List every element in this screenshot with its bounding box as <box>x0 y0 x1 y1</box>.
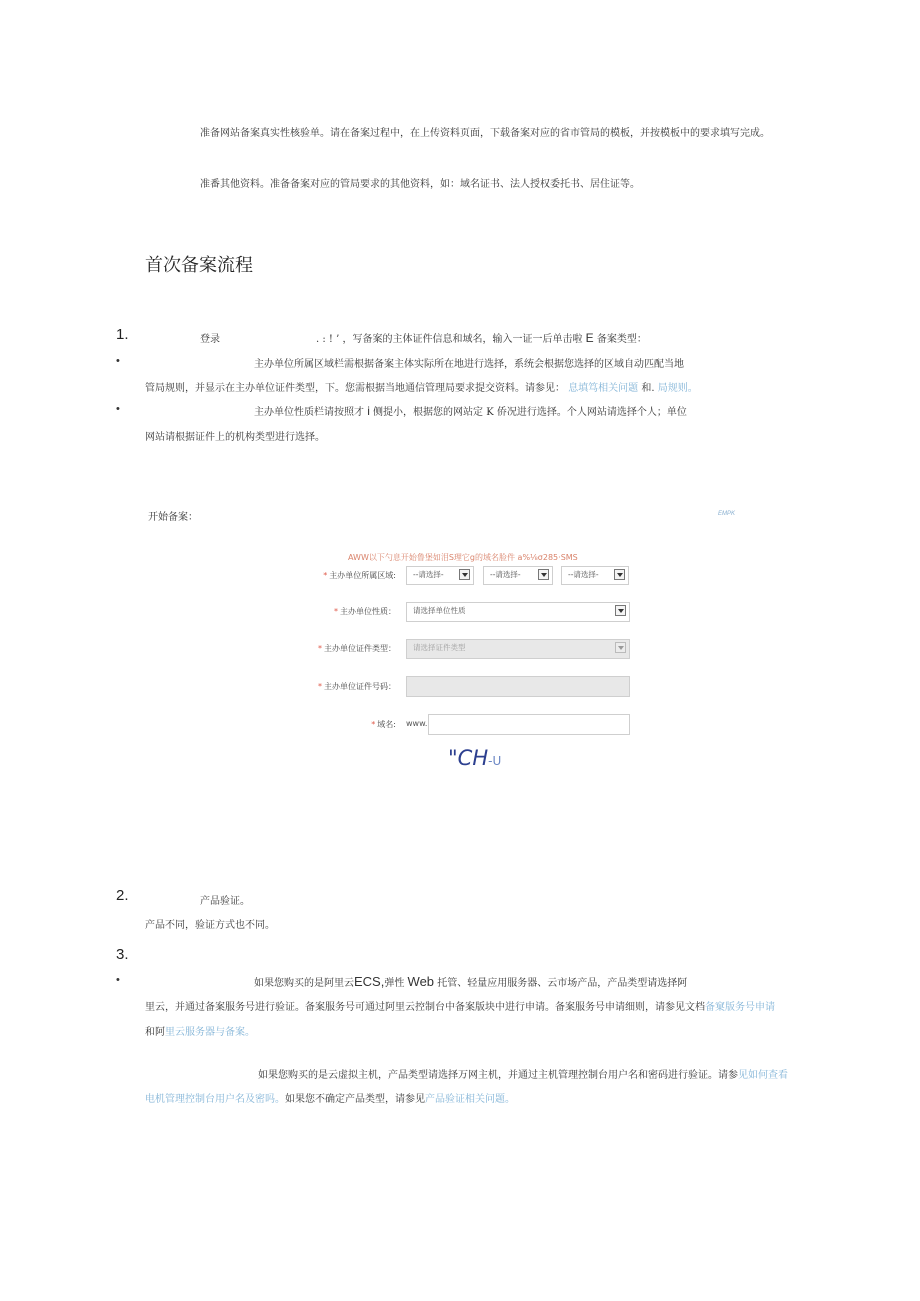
step-1-bullet-2-line-2: 网站请根据证件上的机构类型进行选择。 <box>145 432 325 443</box>
faq-link[interactable]: 息填笃相关问题 <box>568 383 639 394</box>
bullet-2-text-c: 侨况进行选择。个人网站请选择个人；单位 <box>496 407 687 418</box>
city-select[interactable] <box>483 566 553 585</box>
step-3-b1-ecs: ECS, <box>354 974 385 989</box>
unit-nature-placeholder: 请选择单位性质 <box>413 606 466 615</box>
chevron-down-icon <box>615 642 626 653</box>
product-verify-faq-link[interactable]: 产品验证相关问题。 <box>425 1094 515 1105</box>
step-2-title: 产品验证。 <box>200 896 250 907</box>
bullet-icon: • <box>116 974 120 986</box>
step-3-b2-text-b: 如果您不确定产品类型，请参见 <box>285 1094 425 1105</box>
captcha-small-text: -U <box>488 754 502 768</box>
required-mark: * <box>334 607 338 616</box>
id-type-select[interactable] <box>406 639 630 659</box>
nature-label-text: 主办单位性质： <box>340 607 396 616</box>
bullet-2-letter-i: i <box>367 404 370 418</box>
bullet-2-text-a: 主办单位性质栏请按照才 <box>254 407 364 418</box>
bullet-1-and: 和. <box>641 383 655 394</box>
start-filing-label: 开始备案： <box>148 512 198 523</box>
step-3-bullet-1-line-2 <box>145 998 775 1013</box>
required-mark: * <box>371 720 376 729</box>
step-3-b1-text-c: 托管、轻量应用服务器、云市场产品，产品类型请选择阿 <box>437 978 688 989</box>
step-2-desc: 产品不同，验证方式也不同。 <box>145 920 275 931</box>
bullet-2-letter-k: K <box>486 407 494 418</box>
region-label-text: 主办单位所属区域: <box>329 571 396 580</box>
chevron-down-icon <box>459 569 470 580</box>
form-caption: AWW以下勺息开始鲁堡如泪S理它g的域名脸件 a%⅛σ285·SMS <box>348 553 578 562</box>
id-type-label <box>306 643 396 654</box>
step-3-bullet-1-line-3 <box>145 1023 255 1038</box>
step-3-b1-line2-text: 里云，并通过备案服务号进行验证。备案服务号可通过阿里云控制台中备案版块中进行申请。备案服务号申请细则，请参见文档 <box>145 1002 705 1013</box>
step-1-bullet-1-line-1: 主办单位所属区域栏需根据备案主体实际所在地进行选择，系统会根据您选择的区域自动匹配当地 <box>254 359 684 370</box>
corner-mark: EMPK <box>718 511 736 517</box>
step-3-b1-line3-text: 和阿 <box>145 1027 165 1038</box>
view-console-link-cont[interactable]: 电机管理控制台用户名及密吗。 <box>145 1094 285 1105</box>
step-1-login-label: 登录 <box>200 334 220 345</box>
domain-label <box>306 719 396 730</box>
captcha-main-text: "CH <box>448 746 489 770</box>
id-number-label <box>306 681 396 692</box>
step-2-number: 2. <box>116 887 129 904</box>
province-select-value: --请选择- <box>413 570 444 579</box>
step-1-bullet-2-line-1 <box>254 403 687 418</box>
province-select[interactable] <box>406 566 474 585</box>
district-select[interactable] <box>561 566 629 585</box>
step-3-bullet-2-line-1 <box>258 1066 788 1081</box>
step-3-b2-text-a: 如果您购买的是云虚拟主机，产品类型请选择万网主机，并通过主机管理控制台用户名和密码进行验证。请参 <box>258 1070 738 1081</box>
chevron-down-icon <box>614 569 625 580</box>
step-3-b1-web: Web <box>407 974 435 989</box>
district-select-value: --请选择- <box>568 570 599 579</box>
step-1-number: 1. <box>116 326 129 343</box>
id-type-placeholder: 请选择证件类型 <box>413 643 466 652</box>
id-number-input[interactable] <box>406 676 630 697</box>
prep-paragraph-1: 准备网站备案真实性核验单。请在备案过程中，在上传资料页面，下载备案对应的省市管局的模板，并按模板中的要求填写完成。 <box>200 128 770 139</box>
domain-label-text: 域名: <box>377 720 396 729</box>
step-3-bullet-2-line-2 <box>145 1090 515 1105</box>
required-mark: * <box>318 644 322 653</box>
chevron-down-icon <box>538 569 549 580</box>
captcha-image[interactable] <box>448 746 501 770</box>
step-3-number: 3. <box>116 946 129 963</box>
id-number-label-text: 主办单位证件号码： <box>324 682 396 691</box>
bureau-rules-link[interactable]: 局规则。 <box>657 383 698 394</box>
ecs-filing-link[interactable]: 里云服务器与备案。 <box>165 1027 255 1038</box>
bullet-1-text: 管局规则，并显示在主办单位证件类型，下。您需根据当地通信管理局要求提交资料。请参见： <box>145 383 565 394</box>
chevron-down-icon <box>615 605 626 616</box>
domain-input[interactable] <box>428 714 630 735</box>
nature-label <box>306 606 396 617</box>
unit-nature-select[interactable] <box>406 602 630 622</box>
step-1-bullet-1-line-2 <box>145 379 698 394</box>
step-1-letter: E <box>585 331 594 345</box>
bullet-icon: • <box>116 355 120 367</box>
step-1-text-tail: 备案类型： <box>596 334 647 345</box>
step-1-text <box>316 330 647 345</box>
step-3-bullet-1-line-1 <box>254 974 687 989</box>
id-type-label-text: 主办单位证件类型： <box>324 644 396 653</box>
service-number-link[interactable]: 备窠版务号申请 <box>705 1002 775 1013</box>
step-3-b1-text-b: 弹性 <box>384 978 405 989</box>
domain-prefix: www. <box>406 719 428 728</box>
prep-paragraph-2: 准番其他资料。准备备案对应的管局要求的其他资料，如：域名证书、法人授权委托书、居住证等。 <box>200 179 640 190</box>
bullet-icon: • <box>116 403 120 415</box>
required-mark: * <box>323 571 328 580</box>
step-1-text-main: . : ! ’ ，写备案的主体证件信息和域名，输入一证一后单击啦 <box>316 334 583 345</box>
city-select-value: --请选择- <box>490 570 521 579</box>
section-title: 首次备案流程 <box>145 255 253 276</box>
region-label <box>306 570 396 581</box>
bullet-2-text-b: 侧提小，根据您的网站定 <box>373 407 484 418</box>
step-3-b1-text-a: 如果您购买的是阿里云 <box>254 978 354 989</box>
required-mark: * <box>318 682 322 691</box>
view-console-link[interactable]: 见如何查看 <box>738 1070 788 1081</box>
